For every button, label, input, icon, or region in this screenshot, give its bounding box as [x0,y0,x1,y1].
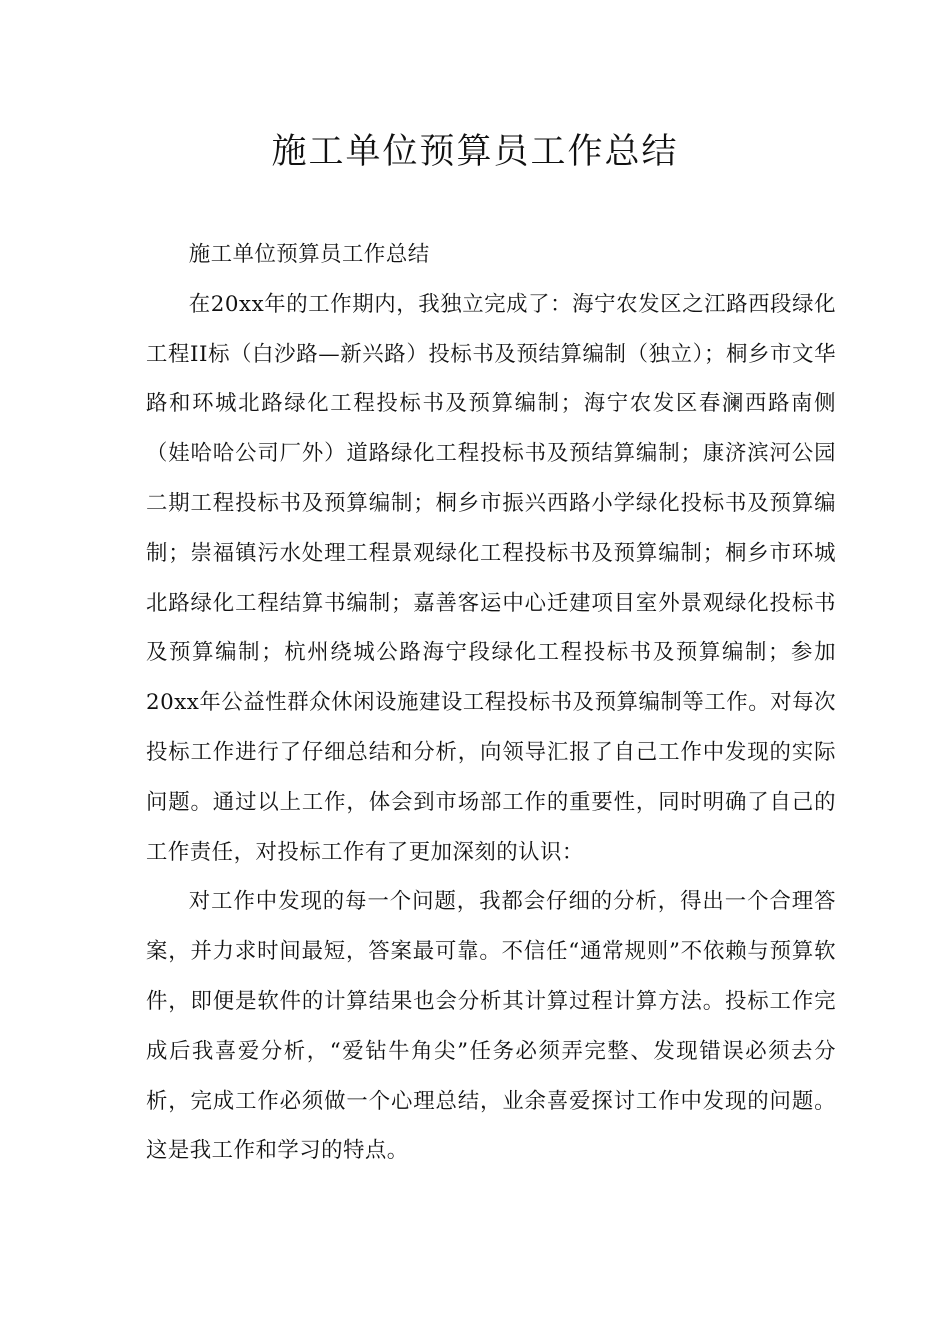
document-title: 施工单位预算员工作总结 [271,132,679,172]
document-body [146,230,836,1176]
body-paragraph: 在20xx年的工作期内，我独立完成了：海宁农发区之江路西段绿化工程II标（白沙路—新兴路）投标书及预结算编制（独立）；桐乡市文华路和环城北路绿化工程投标书及预算编制；海宁农发区春澜西路南侧（娃哈哈公司厂外）道路绿化工程投标书及预结算编制；康济滨河公园二期工程投标书及预算编制；桐乡市振兴西路小学绿化投标书及预算编制；崇福镇污水处理工程景观绿化工程投标书及预算编制；桐乡市环城北路绿化工程结算书编制；嘉善客运中心迁建项目室外景观绿化投标书及预算编制；杭州绕城公路海宁段绿化工程投标书及预算编制；参加20xx年公益性群众休闲设施建设工程投标书及预算编制等工作。对每次投标工作进行了仔细总结和分析，向领导汇报了自己工作中发现的实际问题。通过以上工作，体会到市场部工作的重要性，同时明确了自己的工作责任，对投标工作有了更加深刻的认识： [146,291,836,865]
subtitle-paragraph: 施工单位预算员工作总结 [188,242,430,267]
body-paragraph: 对工作中发现的每一个问题，我都会仔细的分析，得出一个合理答案，并力求时间最短，答案最可靠。不信任“通常规则”不依赖与预算软件，即便是软件的计算结果也会分析其计算过程计算方法。投标工作完成后我喜爱分析，“爱钻牛角尖”任务必须弄完整、发现错误必须去分析，完成工作必须做一个心理总结，业余喜爱探讨工作中发现的问题。这是我工作和学习的特点。 [146,889,836,1164]
